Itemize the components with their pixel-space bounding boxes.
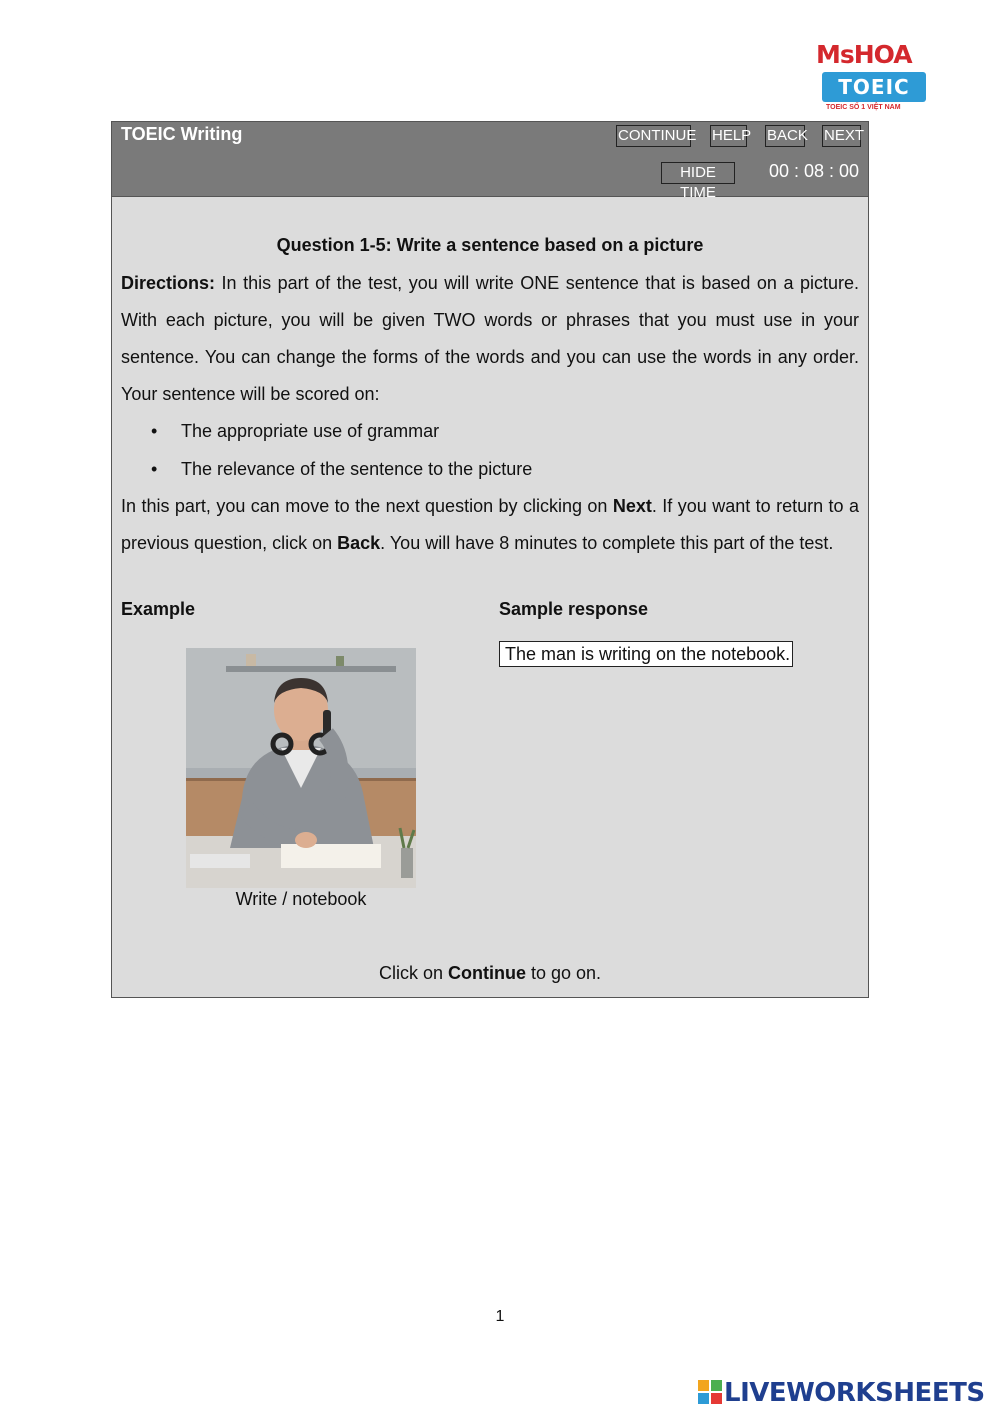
nav-back-word: Back <box>337 533 381 553</box>
logo-tagline: TOEIC SỐ 1 VIỆT NAM <box>826 104 901 111</box>
navigation-paragraph <box>121 488 859 562</box>
question-title: Question 1-5: Write a sentence based on a picture <box>276 235 704 255</box>
nav-next-word: Next <box>612 496 652 516</box>
help-button[interactable]: HELP <box>710 125 747 147</box>
continue-button[interactable]: CONTINUE <box>616 125 691 147</box>
list-item: • The appropriate use of grammar <box>121 412 532 450</box>
page-number: 1 <box>495 1308 505 1325</box>
directions-label: Directions: <box>121 273 216 293</box>
title-bar <box>112 122 868 201</box>
sample-response-label: Sample response <box>499 599 649 619</box>
question-content <box>112 197 868 997</box>
next-button[interactable]: NEXT <box>822 125 861 147</box>
sample-response-box: The man is writing on the notebook. <box>499 641 793 667</box>
directions-paragraph <box>121 265 859 413</box>
liveworksheets-icon <box>698 1380 722 1404</box>
countdown-timer: 00 : 08 : 00 <box>769 161 860 181</box>
directions-text: In this part of the test, you will write ONE sentence that is based on a picture. With each picture, you will be given TWO words or phrases that you must use in your sentence. You can change the forms of the words and you can use the words in any order. Your sentence will be scored on: <box>121 273 859 404</box>
mshoa-toeic-logo <box>812 40 932 116</box>
nav-text: . You will have 8 minutes to complete this part of the test. <box>380 533 834 553</box>
hide-time-button[interactable]: HIDE TIME <box>661 162 735 184</box>
footer-text: to go on. <box>525 963 602 983</box>
footer-continue-word: Continue <box>447 963 526 983</box>
picture-words: Write / notebook <box>235 889 367 909</box>
back-button[interactable]: BACK <box>765 125 805 147</box>
app-title: TOEIC Writing <box>121 124 243 144</box>
test-window <box>111 121 869 998</box>
watermark-text: LIVEWORKSHEETS <box>724 1378 985 1408</box>
continue-instruction <box>112 963 868 984</box>
nav-text: . If you want to return to a previous question, click on <box>121 496 859 553</box>
example-photo <box>186 648 416 888</box>
list-item: • The relevance of the sentence to the picture <box>121 450 532 488</box>
nav-text: In this part, you can move to the next question by clicking on <box>121 496 613 516</box>
example-label: Example <box>121 599 196 619</box>
logo-product: TOEIC <box>822 72 926 102</box>
logo-brand: MsHOA <box>816 40 912 69</box>
footer-text: Click on <box>378 963 448 983</box>
scoring-criteria-list <box>121 412 532 488</box>
